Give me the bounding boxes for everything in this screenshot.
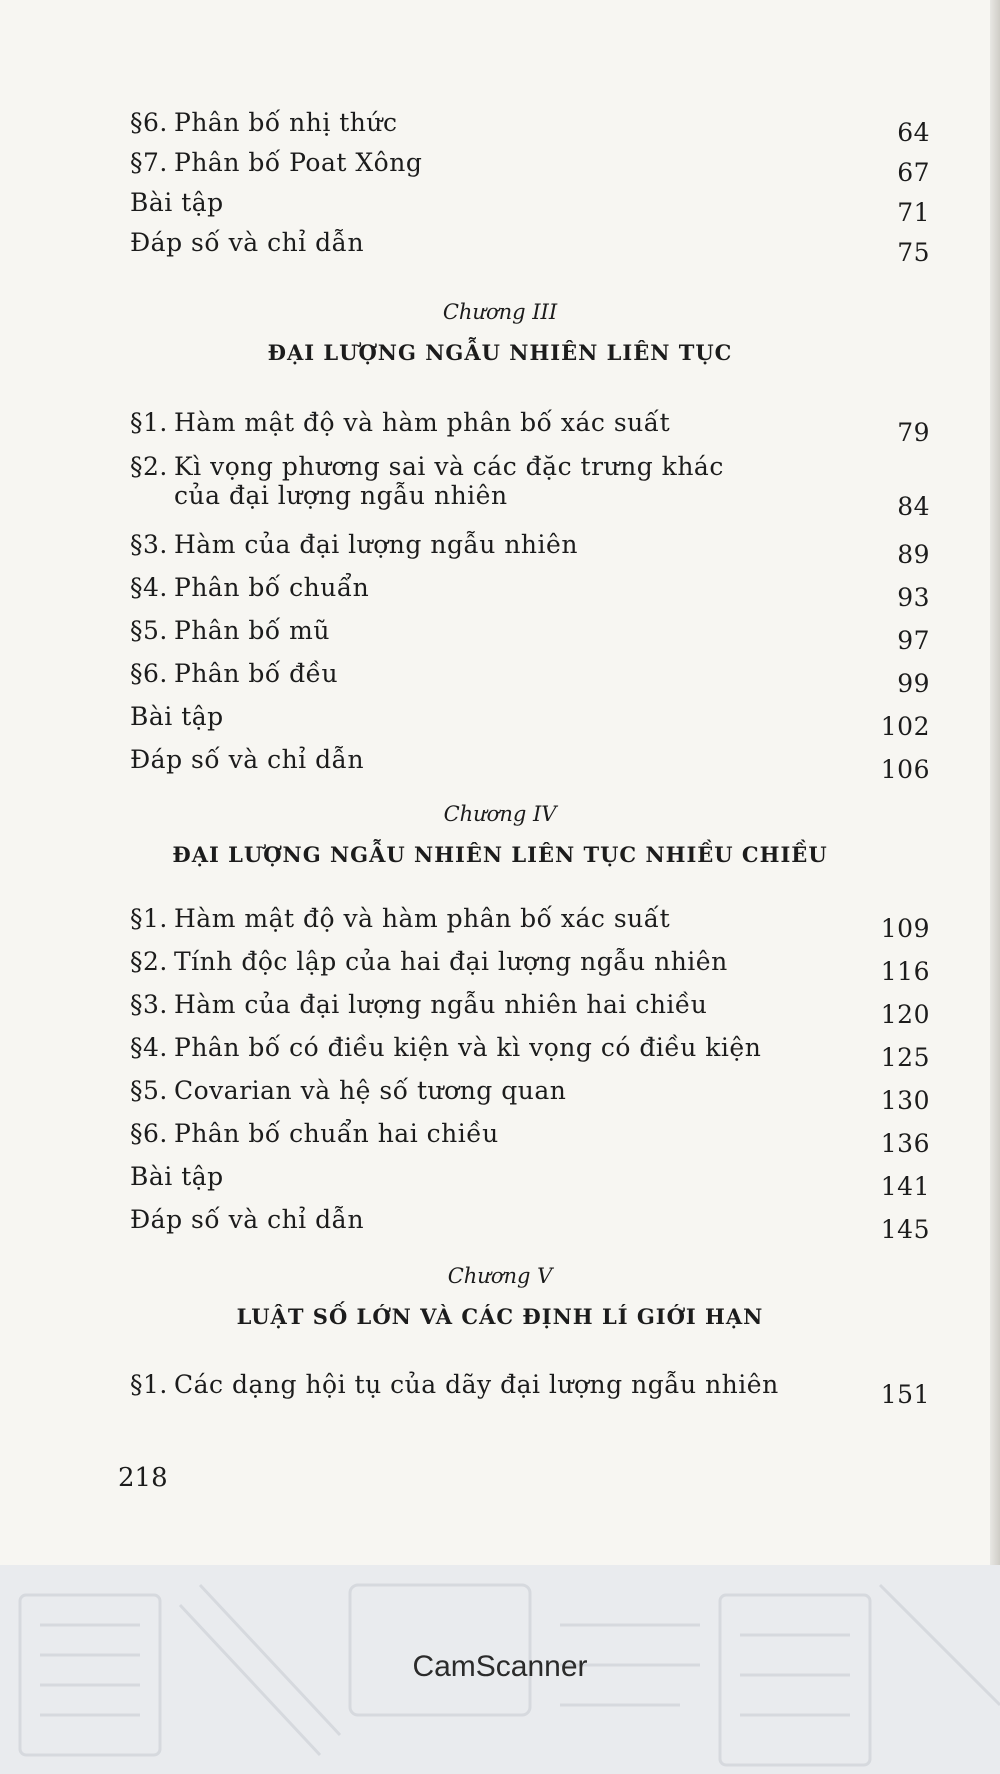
entry-page: 71 (897, 198, 930, 227)
entry-page: 64 (897, 118, 930, 147)
entry-page: 120 (880, 1000, 930, 1029)
entry-number: §1. (130, 408, 168, 437)
toc-entry (130, 1076, 930, 1115)
entry-page: 97 (897, 626, 930, 655)
chapter-title: ĐẠI LƯỢNG NGẪU NHIÊN LIÊN TỤC NHIỀU CHIỀU (172, 842, 828, 867)
toc-entry (130, 947, 930, 986)
toc-entry (130, 408, 930, 447)
entry-page: 102 (880, 712, 930, 741)
entry-number: §6. (130, 108, 168, 137)
entry-title: Bài tập (130, 188, 224, 217)
chapter-title: ĐẠI LƯỢNG NGẪU NHIÊN LIÊN TỤC (267, 340, 733, 365)
entry-title: Phân bố mũ (174, 616, 330, 645)
toc-entry (130, 1205, 930, 1244)
toc-entry (130, 659, 930, 698)
chapter-label: Chương V (447, 1264, 553, 1288)
entry-title: Tính độc lập của hai đại lượng ngẫu nhiên (174, 947, 728, 976)
entry-page: 93 (897, 583, 930, 612)
scanner-footer (0, 1565, 1000, 1774)
chapter-label: Chương IV (443, 802, 557, 826)
entry-title: Đáp số và chỉ dẫn (130, 228, 365, 257)
entry-title: Đáp số và chỉ dẫn (130, 1205, 365, 1234)
entry-title: Phân bố nhị thức (174, 108, 398, 137)
entry-number: §5. (130, 616, 168, 645)
toc-entry (130, 188, 930, 227)
entry-number: §6. (130, 1119, 168, 1148)
entry-page: 67 (897, 158, 930, 187)
toc-entry (130, 148, 930, 187)
entry-page: 151 (880, 1380, 930, 1409)
entry-page: 130 (880, 1086, 930, 1115)
entry-title: Hàm của đại lượng ngẫu nhiên (174, 530, 578, 559)
entry-page: 106 (880, 755, 930, 784)
entry-title: Phân bố chuẩn hai chiều (174, 1119, 499, 1148)
entry-number: §2. (130, 452, 168, 481)
entry-page: 84 (897, 492, 930, 521)
toc-entry (130, 904, 930, 943)
entry-number: §6. (130, 659, 168, 688)
entry-title: Phân bố có điều kiện và kì vọng có điều kiện (174, 1033, 762, 1062)
toc-entry (130, 990, 930, 1029)
toc-entry (130, 530, 930, 569)
entry-page: 109 (880, 914, 930, 943)
entry-title: Bài tập (130, 702, 224, 731)
camscanner-brand: CamScanner (412, 1650, 588, 1683)
toc-entry (130, 1033, 930, 1072)
entry-number: §1. (130, 1370, 168, 1399)
entry-title: Các dạng hội tụ của dãy đại lượng ngẫu nhiên (174, 1370, 779, 1399)
entry-number: §3. (130, 530, 168, 559)
entry-page: 116 (880, 957, 930, 986)
toc-entry (130, 1370, 930, 1409)
toc-entry (130, 745, 930, 784)
entry-title: Bài tập (130, 1162, 224, 1191)
toc-entry (130, 1162, 930, 1201)
entry-page: 99 (897, 669, 930, 698)
entry-title: Hàm mật độ và hàm phân bố xác suất (174, 904, 671, 933)
entry-page: 79 (897, 418, 930, 447)
entry-page: 125 (880, 1043, 930, 1072)
entry-page: 141 (880, 1172, 930, 1201)
entry-page: 145 (880, 1215, 930, 1244)
toc-entry (130, 702, 930, 741)
entry-number: §7. (130, 148, 168, 177)
entry-title: Phân bố đều (174, 659, 339, 688)
toc-entry (130, 228, 930, 267)
entry-number: §4. (130, 573, 168, 602)
entry-page: 75 (897, 238, 930, 267)
entry-title: Đáp số và chỉ dẫn (130, 745, 365, 774)
toc-entry (130, 1119, 930, 1158)
entry-number: §3. (130, 990, 168, 1019)
entry-page: 136 (880, 1129, 930, 1158)
toc-entry (130, 452, 930, 521)
entry-title: Hàm mật độ và hàm phân bố xác suất (174, 408, 671, 437)
chapter-title: LUẬT SỐ LỚN VÀ CÁC ĐỊNH LÍ GIỚI HẠN (236, 1304, 764, 1329)
entry-title: Phân bố chuẩn (174, 573, 370, 602)
toc-entry (130, 108, 930, 147)
entry-title: Phân bố Poat Xông (174, 148, 423, 177)
entry-number: §5. (130, 1076, 168, 1105)
entry-number: §2. (130, 947, 168, 976)
page-number: 218 (118, 1463, 168, 1493)
entry-number: §1. (130, 904, 168, 933)
page-edge (990, 0, 1000, 1565)
entry-title: Kì vọng phương sai và các đặc trưng khác (174, 452, 724, 481)
entry-page: 89 (897, 540, 930, 569)
entry-number: §4. (130, 1033, 168, 1062)
entry-title: Hàm của đại lượng ngẫu nhiên hai chiều (174, 990, 708, 1019)
toc-entry (130, 616, 930, 655)
entry-title-continued: của đại lượng ngẫu nhiên (174, 481, 508, 510)
toc-entry (130, 573, 930, 612)
chapter-label: Chương III (442, 300, 558, 324)
entry-title: Covarian và hệ số tương quan (174, 1076, 567, 1105)
